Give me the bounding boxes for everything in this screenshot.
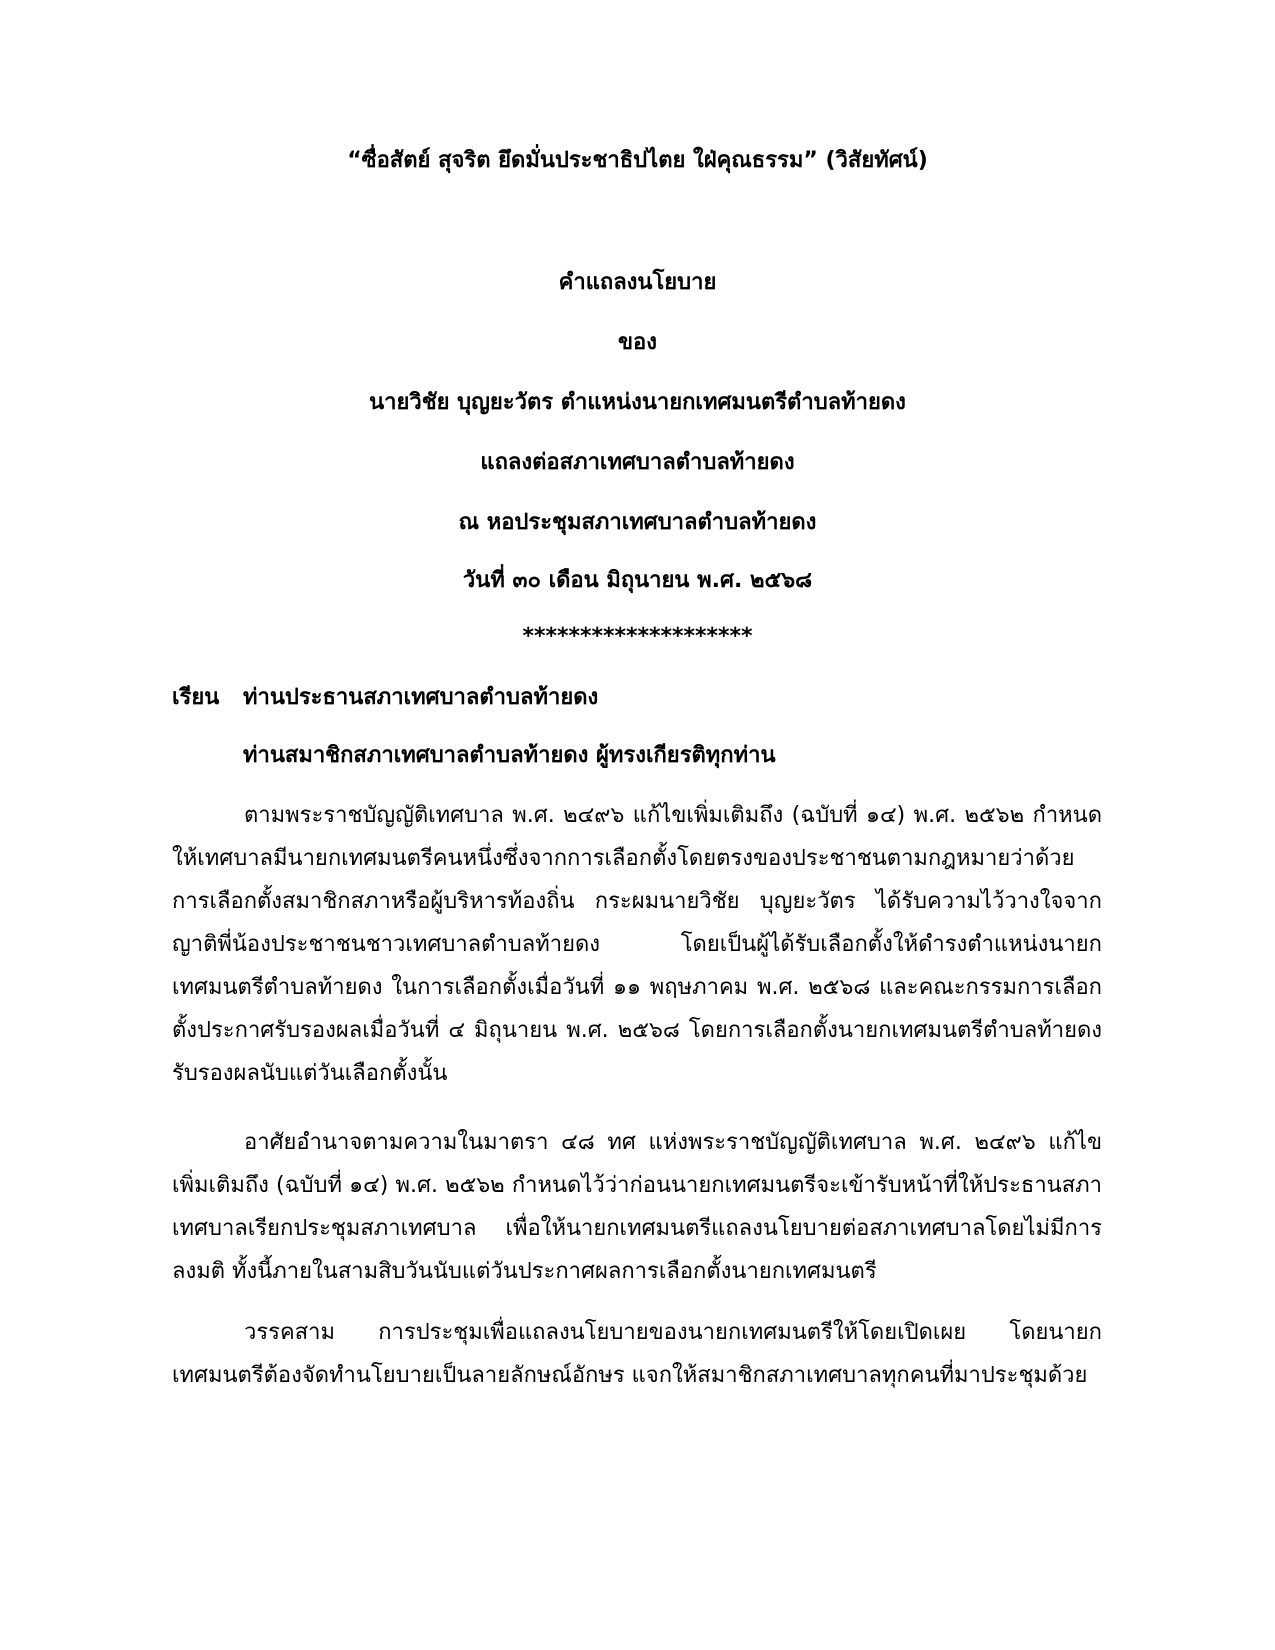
speaker-line: นายวิชัย บุญยะวัตร ตำแหน่งนายกเทศมนตรีตำบลท้ายดง (369, 390, 906, 415)
salutation-line-2: ท่านสมาชิกสภาเทศบาลตำบลท้ายดง ผู้ทรงเกียรติทุกท่าน (243, 743, 776, 768)
paragraph-1: ตามพระราชบัญญัติเทศบาล พ.ศ. ๒๔๙๖ แก้ไขเพิ่มเติมถึง (ฉบับที่ ๑๔) พ.ศ. ๒๕๖๒ กำหนดให้เทศบาลมีนายกเทศมนตรีคนหนึ่งซึ่งจากการเลือกตั้งโดยตรงของประชาชนตามกฎหมายว่าด้วยการเลือกตั้งสมาชิกสภาหรือผู้บริหารท้องถิ่น กระผมนายวิชัย บุญยะวัตร ได้รับความไว้วางใจจากญาติพี่น้องประชาชนชาวเทศบาลตำบลท้ายดง โดยเป็นผู้ได้รับเลือกตั้งให้ดำรงตำแหน่งนายกเทศมนตรีตำบลท้ายดง ในการเลือกตั้งเมื่อวันที่ ๑๑ พฤษภาคม พ.ศ. ๒๕๖๘ และคณะกรรมการเลือกตั้งประกาศรับรองผลเมื่อวันที่ ๔ มิถุนายน พ.ศ. ๒๕๖๘ โดยการเลือกตั้งนายกเทศมนตรีตำบลท้ายดงรับรองผลนับแต่วันเลือกตั้งนั้น (172, 803, 1102, 1086)
salutation-line-1: ท่านประธานสภาเทศบาลตำบลท้ายดง (243, 685, 599, 710)
salutation-label: เรียน (172, 685, 220, 710)
vision-statement: “ซื่อสัตย์ สุจริต ยึดมั่นประชาธิปไตย ใฝ่คุณธรรม” (วิสัยทัศน์) (347, 148, 928, 173)
paragraph-3: วรรคสาม การประชุมเพื่อแถลงนโยบายของนายกเทศมนตรีให้โดยเปิดเผย โดยนายกเทศมนตรีต้องจัดทำนโยบายเป็นลายลักษณ์อักษร แจกให้สมาชิกสภาเทศบาลทุกคนที่มาประชุมด้วย (172, 1320, 1102, 1388)
document-title: คำแถลงนโยบาย (558, 270, 717, 295)
title-of: ของ (618, 330, 657, 355)
addressed-to-line: แถลงต่อสภาเทศบาลตำบลท้ายดง (480, 450, 795, 475)
date-line: วันที่ ๓๐ เดือน มิถุนายน พ.ศ. ๒๕๖๘ (462, 568, 813, 593)
separator-stars: ******************** (522, 624, 753, 649)
venue-line: ณ หอประชุมสภาเทศบาลตำบลท้ายดง (458, 510, 817, 535)
paragraph-2: อาศัยอำนาจตามความในมาตรา ๔๘ ทศ แห่งพระราชบัญญัติเทศบาล พ.ศ. ๒๔๙๖ แก้ไขเพิ่มเติมถึง (ฉบับที่ ๑๔) พ.ศ. ๒๕๖๒ กำหนดไว้ว่าก่อนนายกเทศมนตรีจะเข้ารับหน้าที่ให้ประธานสภาเทศบาลเรียกประชุมสภาเทศบาล เพื่อให้นายกเทศมนตรีแถลงนโยบายต่อสภาเทศบาลโดยไม่มีการลงมติ ทั้งนี้ภายในสามสิบวันนับแต่วันประกาศผลการเลือกตั้งนายกเทศมนตรี (172, 1130, 1102, 1284)
